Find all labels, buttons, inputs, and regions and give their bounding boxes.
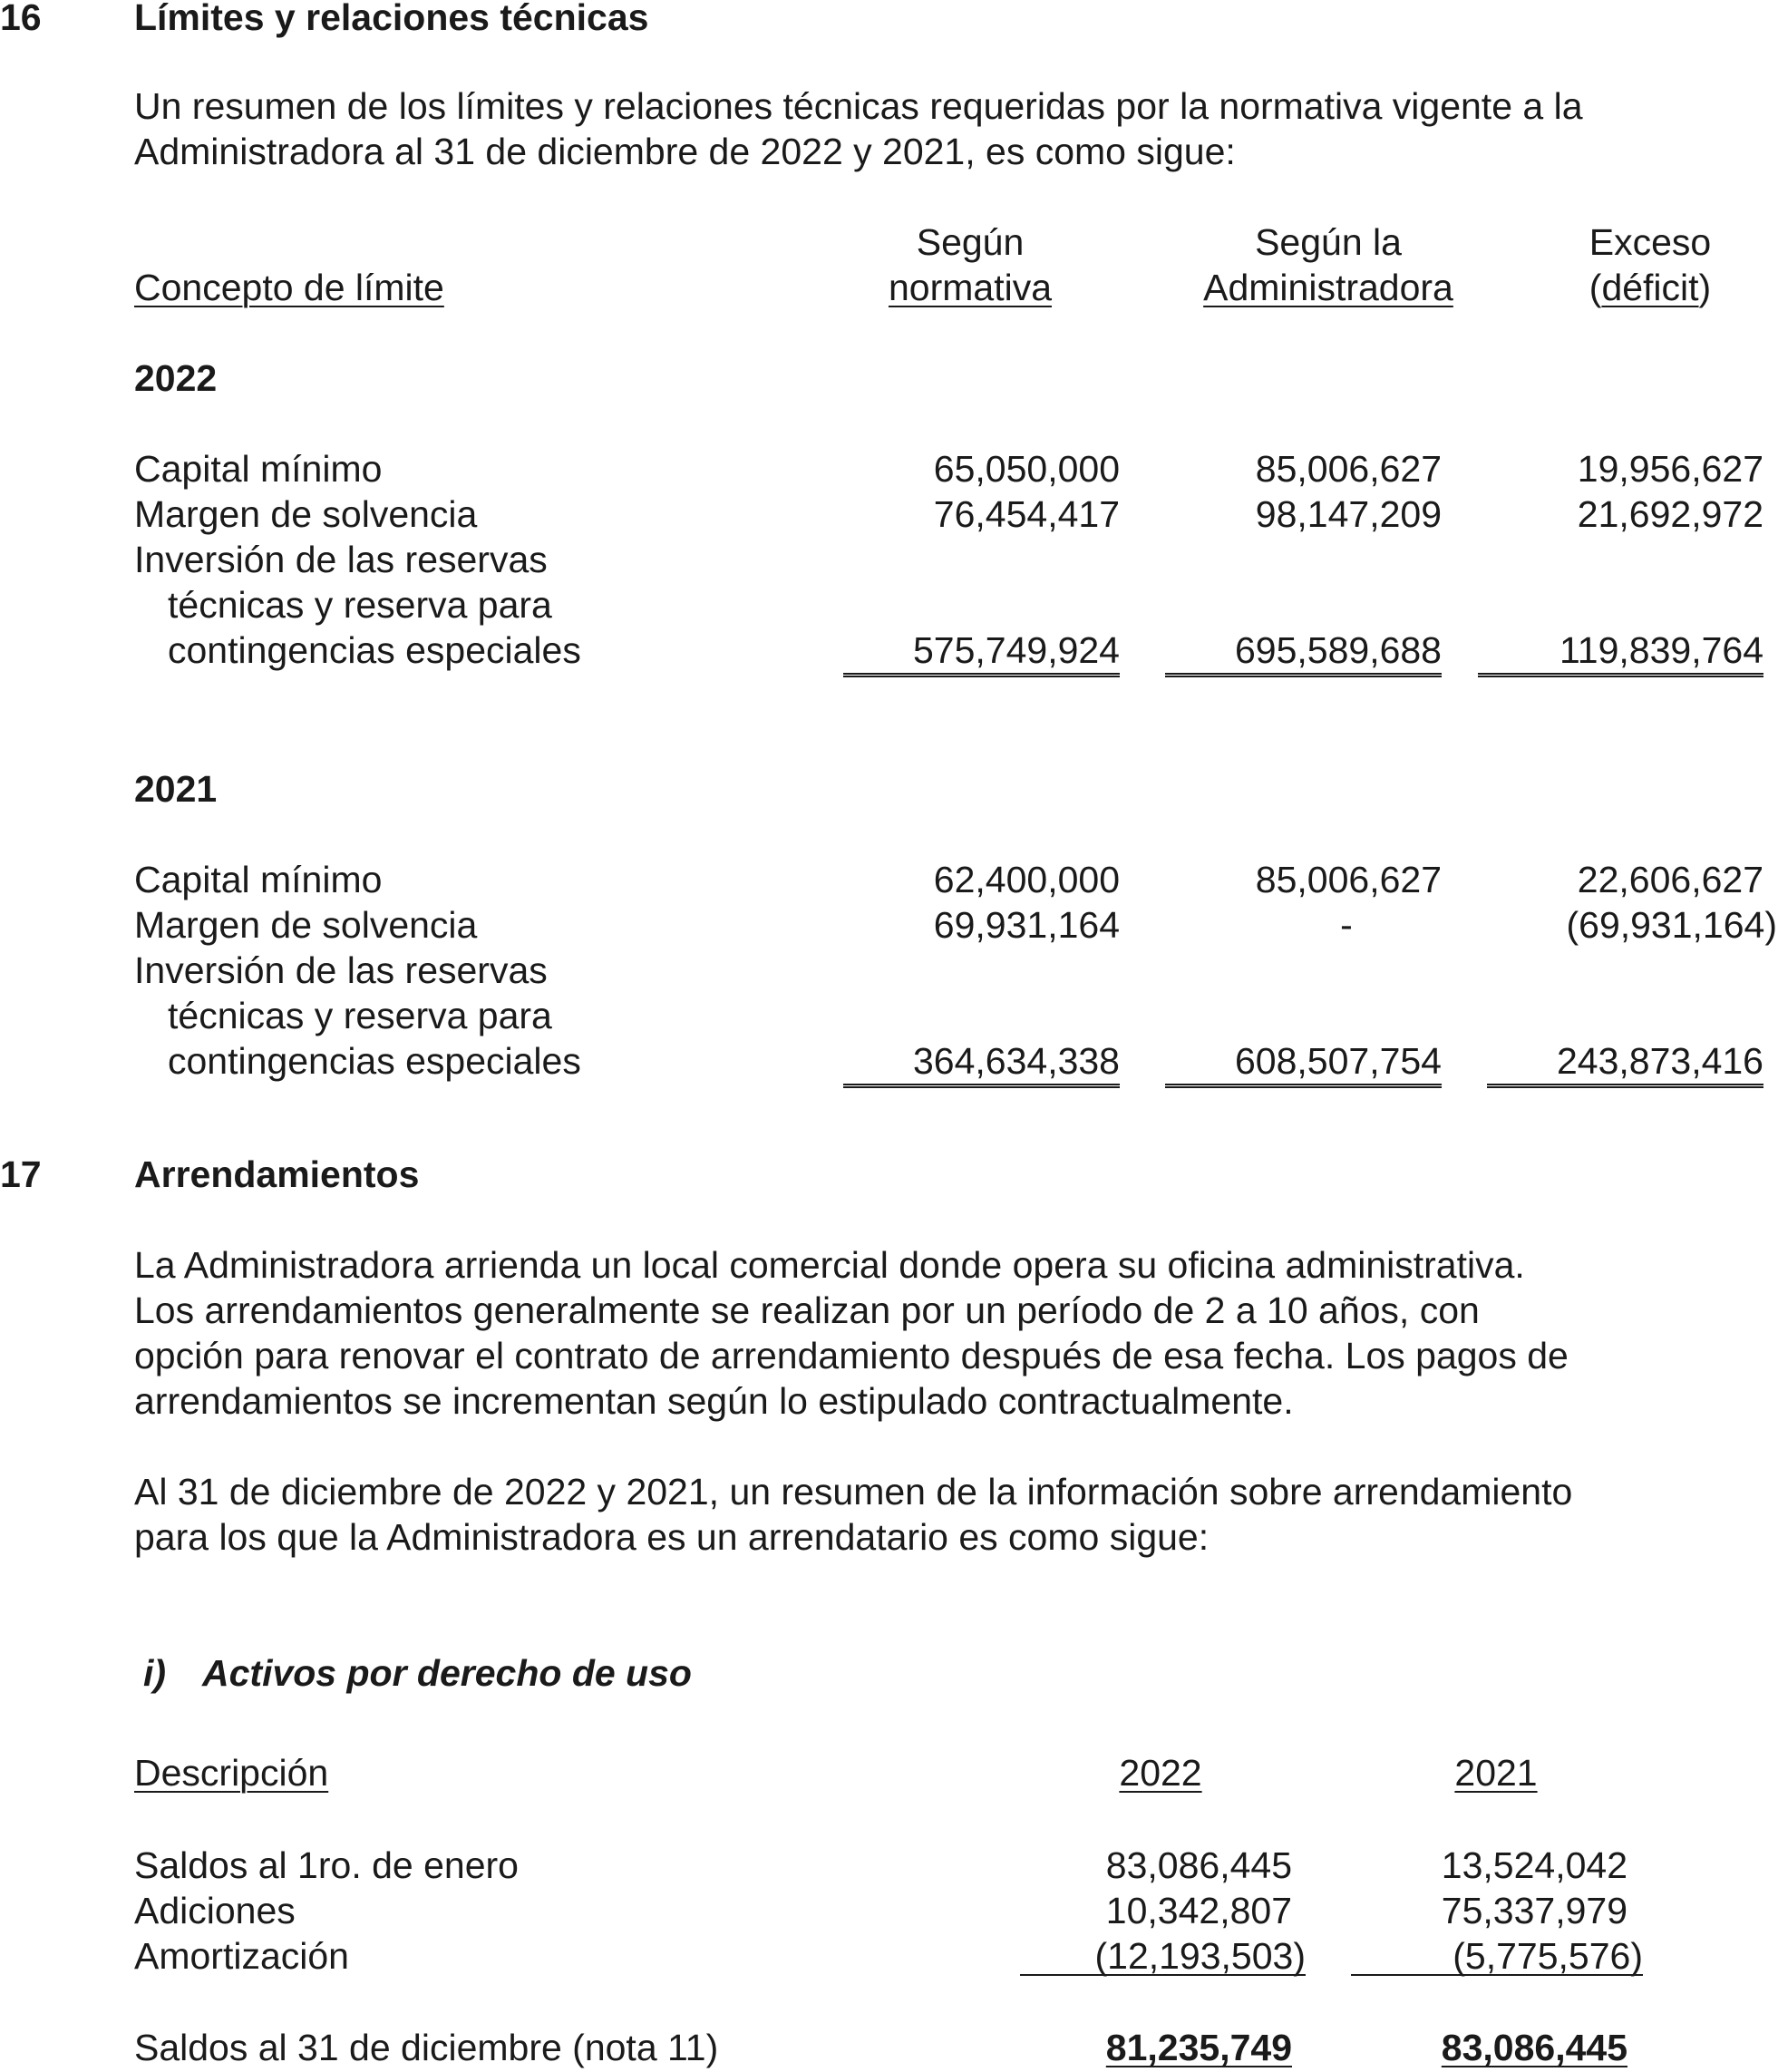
row-value-2022: (12,193,503) [1094,1935,1306,1977]
row-value-normativa: 69,931,164 [933,904,1120,946]
total-description: Saldos al 31 de diciembre (nota 11) [134,2027,719,2068]
row-value-2022: 10,342,807 [1105,1890,1292,1931]
row-value-administradora: 98,147,209 [1255,493,1442,535]
row-concept: Capital mínimo [134,859,383,900]
row-value-administradora: - [1340,904,1353,946]
subtotal-value-administradora: 695,589,688 [1165,627,1442,677]
column-header-2021: 2021 [1454,1752,1538,1794]
subtotal-value-normativa: 364,634,338 [843,1038,1120,1088]
deficit-text: déficit [1601,267,1699,308]
subtotal-value-exceso: 243,873,416 [1487,1038,1763,1088]
section-title: Arrendamientos [134,1153,420,1195]
column-header-exceso-line1: Exceso [1589,221,1712,263]
row-value-administradora: 85,006,627 [1255,859,1442,900]
paragraph-line: para los que la Administradora es un arrendatario es como sigue: [134,1516,1210,1558]
row-value-2021: (5,775,576) [1453,1935,1643,1977]
row-concept-line2: técnicas y reserva para [168,995,552,1036]
column-header-exceso-line2: (déficit) [1589,267,1712,308]
row-value-2022: 83,086,445 [1105,1844,1292,1886]
row-value-2021: 75,337,979 [1441,1890,1627,1931]
row-concept: Capital mínimo [134,448,383,490]
row-value-exceso: (69,931,164) [1566,904,1777,946]
subtotal-value-exceso: 119,839,764 [1478,627,1763,677]
column-header-administradora-line1: Según la [1255,221,1402,263]
paragraph-line: Los arrendamientos generalmente se realizan por un período de 2 a 10 años, con [134,1289,1480,1331]
paragraph-line: Al 31 de diciembre de 2022 y 2021, un resumen de la información sobre arrendamiento [134,1471,1573,1513]
row-description: Amortización [134,1935,349,1977]
column-header-descripcion: Descripción [134,1752,329,1794]
intro-line-2: Administradora al 31 de diciembre de 2022 y 2021, es como sigue: [134,131,1236,172]
row-value-administradora: 85,006,627 [1255,448,1442,490]
total-value-2022: 81,235,749 [1105,2027,1292,2068]
subsection-label: i) [143,1652,167,1694]
column-header-2022: 2022 [1119,1752,1202,1794]
subtotal-rule-2022 [1020,1974,1306,1976]
row-description: Saldos al 1ro. de enero [134,1844,519,1886]
section-title: Límites y relaciones técnicas [134,0,649,38]
row-value-normativa: 62,400,000 [933,859,1120,900]
row-concept-line1: Inversión de las reservas [134,949,548,991]
paragraph-line: arrendamientos se incrementan según lo estipulado contractualmente. [134,1380,1294,1422]
column-header-administradora-line2: Administradora [1203,267,1453,308]
section-number: 17 [0,1153,42,1195]
row-concept: Margen de solvencia [134,493,478,535]
row-description: Adiciones [134,1890,296,1931]
paragraph-line: La Administradora arrienda un local comercial donde opera su oficina administrativa. [134,1244,1525,1286]
row-value-normativa: 76,454,417 [933,493,1120,535]
row-value-normativa: 65,050,000 [933,448,1120,490]
row-concept-line3: contingencias especiales [168,1040,581,1082]
row-value-exceso: 21,692,972 [1577,493,1763,535]
total-value-2021: 83,086,445 [1441,2027,1627,2068]
column-header-concept: Concepto de límite [134,267,444,308]
row-value-exceso: 22,606,627 [1577,859,1763,900]
group-year-2022: 2022 [134,357,218,399]
row-value-2021: 13,524,042 [1441,1844,1627,1886]
column-header-normativa-line1: Según [916,221,1025,263]
row-value-exceso: 19,956,627 [1577,448,1763,490]
column-header-normativa-line2: normativa [888,267,1052,308]
subtotal-value-normativa: 575,749,924 [843,627,1120,677]
subtotal-rule-2021 [1351,1974,1643,1976]
row-concept-line2: técnicas y reserva para [168,584,552,626]
paragraph-line: opción para renovar el contrato de arrendamiento después de esa fecha. Los pagos de [134,1335,1569,1376]
section-number: 16 [0,0,42,38]
row-concept-line3: contingencias especiales [168,629,581,671]
subsection-title: Activos por derecho de uso [202,1652,692,1694]
subtotal-value-administradora: 608,507,754 [1165,1038,1442,1088]
intro-line-1: Un resumen de los límites y relaciones técnicas requeridas por la normativa vigente a la [134,85,1583,127]
row-concept-line1: Inversión de las reservas [134,539,548,580]
row-concept: Margen de solvencia [134,904,478,946]
group-year-2021: 2021 [134,768,218,810]
